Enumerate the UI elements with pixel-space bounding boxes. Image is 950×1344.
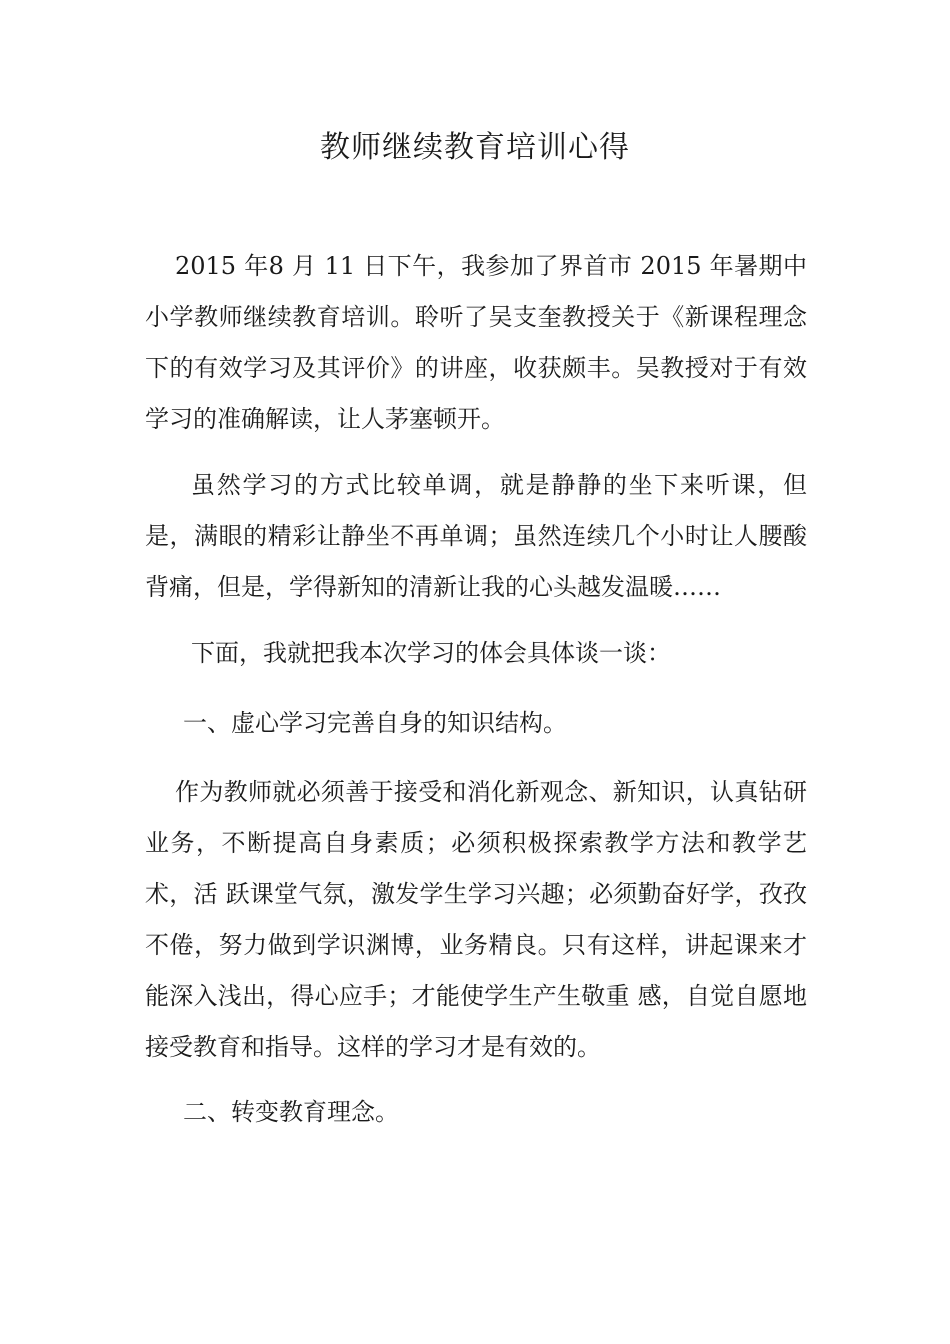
paragraph-feeling: 虽然学习的方式比较单调，就是静静的坐下来听课，但是，满眼的精彩让静坐不再单调；虽然连续几个小时让人腰酸背痛，但是，学得新知的清新让我的心头越发温暖…… <box>145 471 807 601</box>
paragraph-intro-year: 2015 <box>175 252 245 280</box>
section-heading-1-text: 、虚心学习完善自身的知识结构。 <box>207 709 567 737</box>
section-heading-2-number: 二 <box>183 1098 207 1126</box>
paragraph-intro <box>145 241 807 445</box>
section-heading-2-text: 、转变教育理念。 <box>207 1098 399 1126</box>
section-heading-1 <box>145 698 845 749</box>
paragraph-intro-date: 8 月 11 日下午，我参加了界首市 2015 <box>268 252 710 280</box>
paragraph-intro-summer: 年暑期 <box>709 252 784 280</box>
paragraph-transition: 下面，我就把我本次学习的体会具体谈一谈： <box>191 639 671 667</box>
section-heading-2 <box>145 1087 845 1138</box>
paragraph-intro-rest: 中小学教师继续教育培训。聆听了吴支奎教授关于《新课程理念下的有效学习及其评价》的讲座，收获颇丰。吴教授对于有效学习的准确解读，让人茅塞顿开。 <box>145 252 808 433</box>
paragraph-section-1: 作为教师就必须善于接受和消化新观念、新知识，认真钻研业务，不断提高自身素质；必须积极探索教学方法和教学艺术，活 跃课堂气氛，激发学生学习兴趣；必须勤奋好学，孜孜不倦，努力做到学识渊博，业务精良。只有这样，讲起课来才能深入浅出，得心应手；才能使学生产生敬重 感，自觉自愿地接受教育和指导。这样的学习才是有效的。 <box>145 778 807 1061</box>
paragraph-intro-year-char: 年 <box>244 252 269 280</box>
section-heading-1-number: 一 <box>183 709 207 737</box>
document-title: 教师继续教育培训心得 <box>320 130 630 165</box>
